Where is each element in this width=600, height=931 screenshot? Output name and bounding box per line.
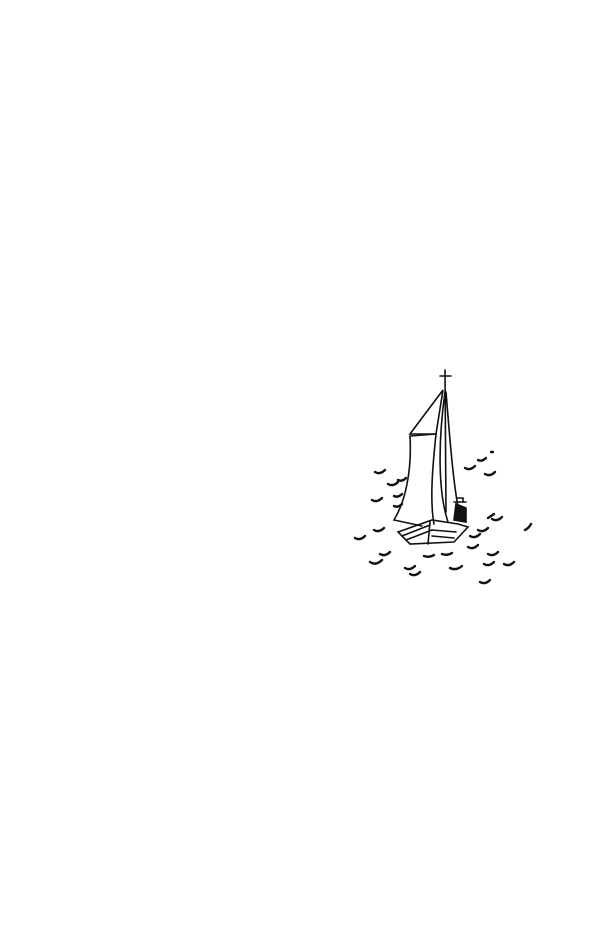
sailboat-illustration-icon: [350, 362, 550, 592]
page-footer-signature: [58, 865, 64, 883]
